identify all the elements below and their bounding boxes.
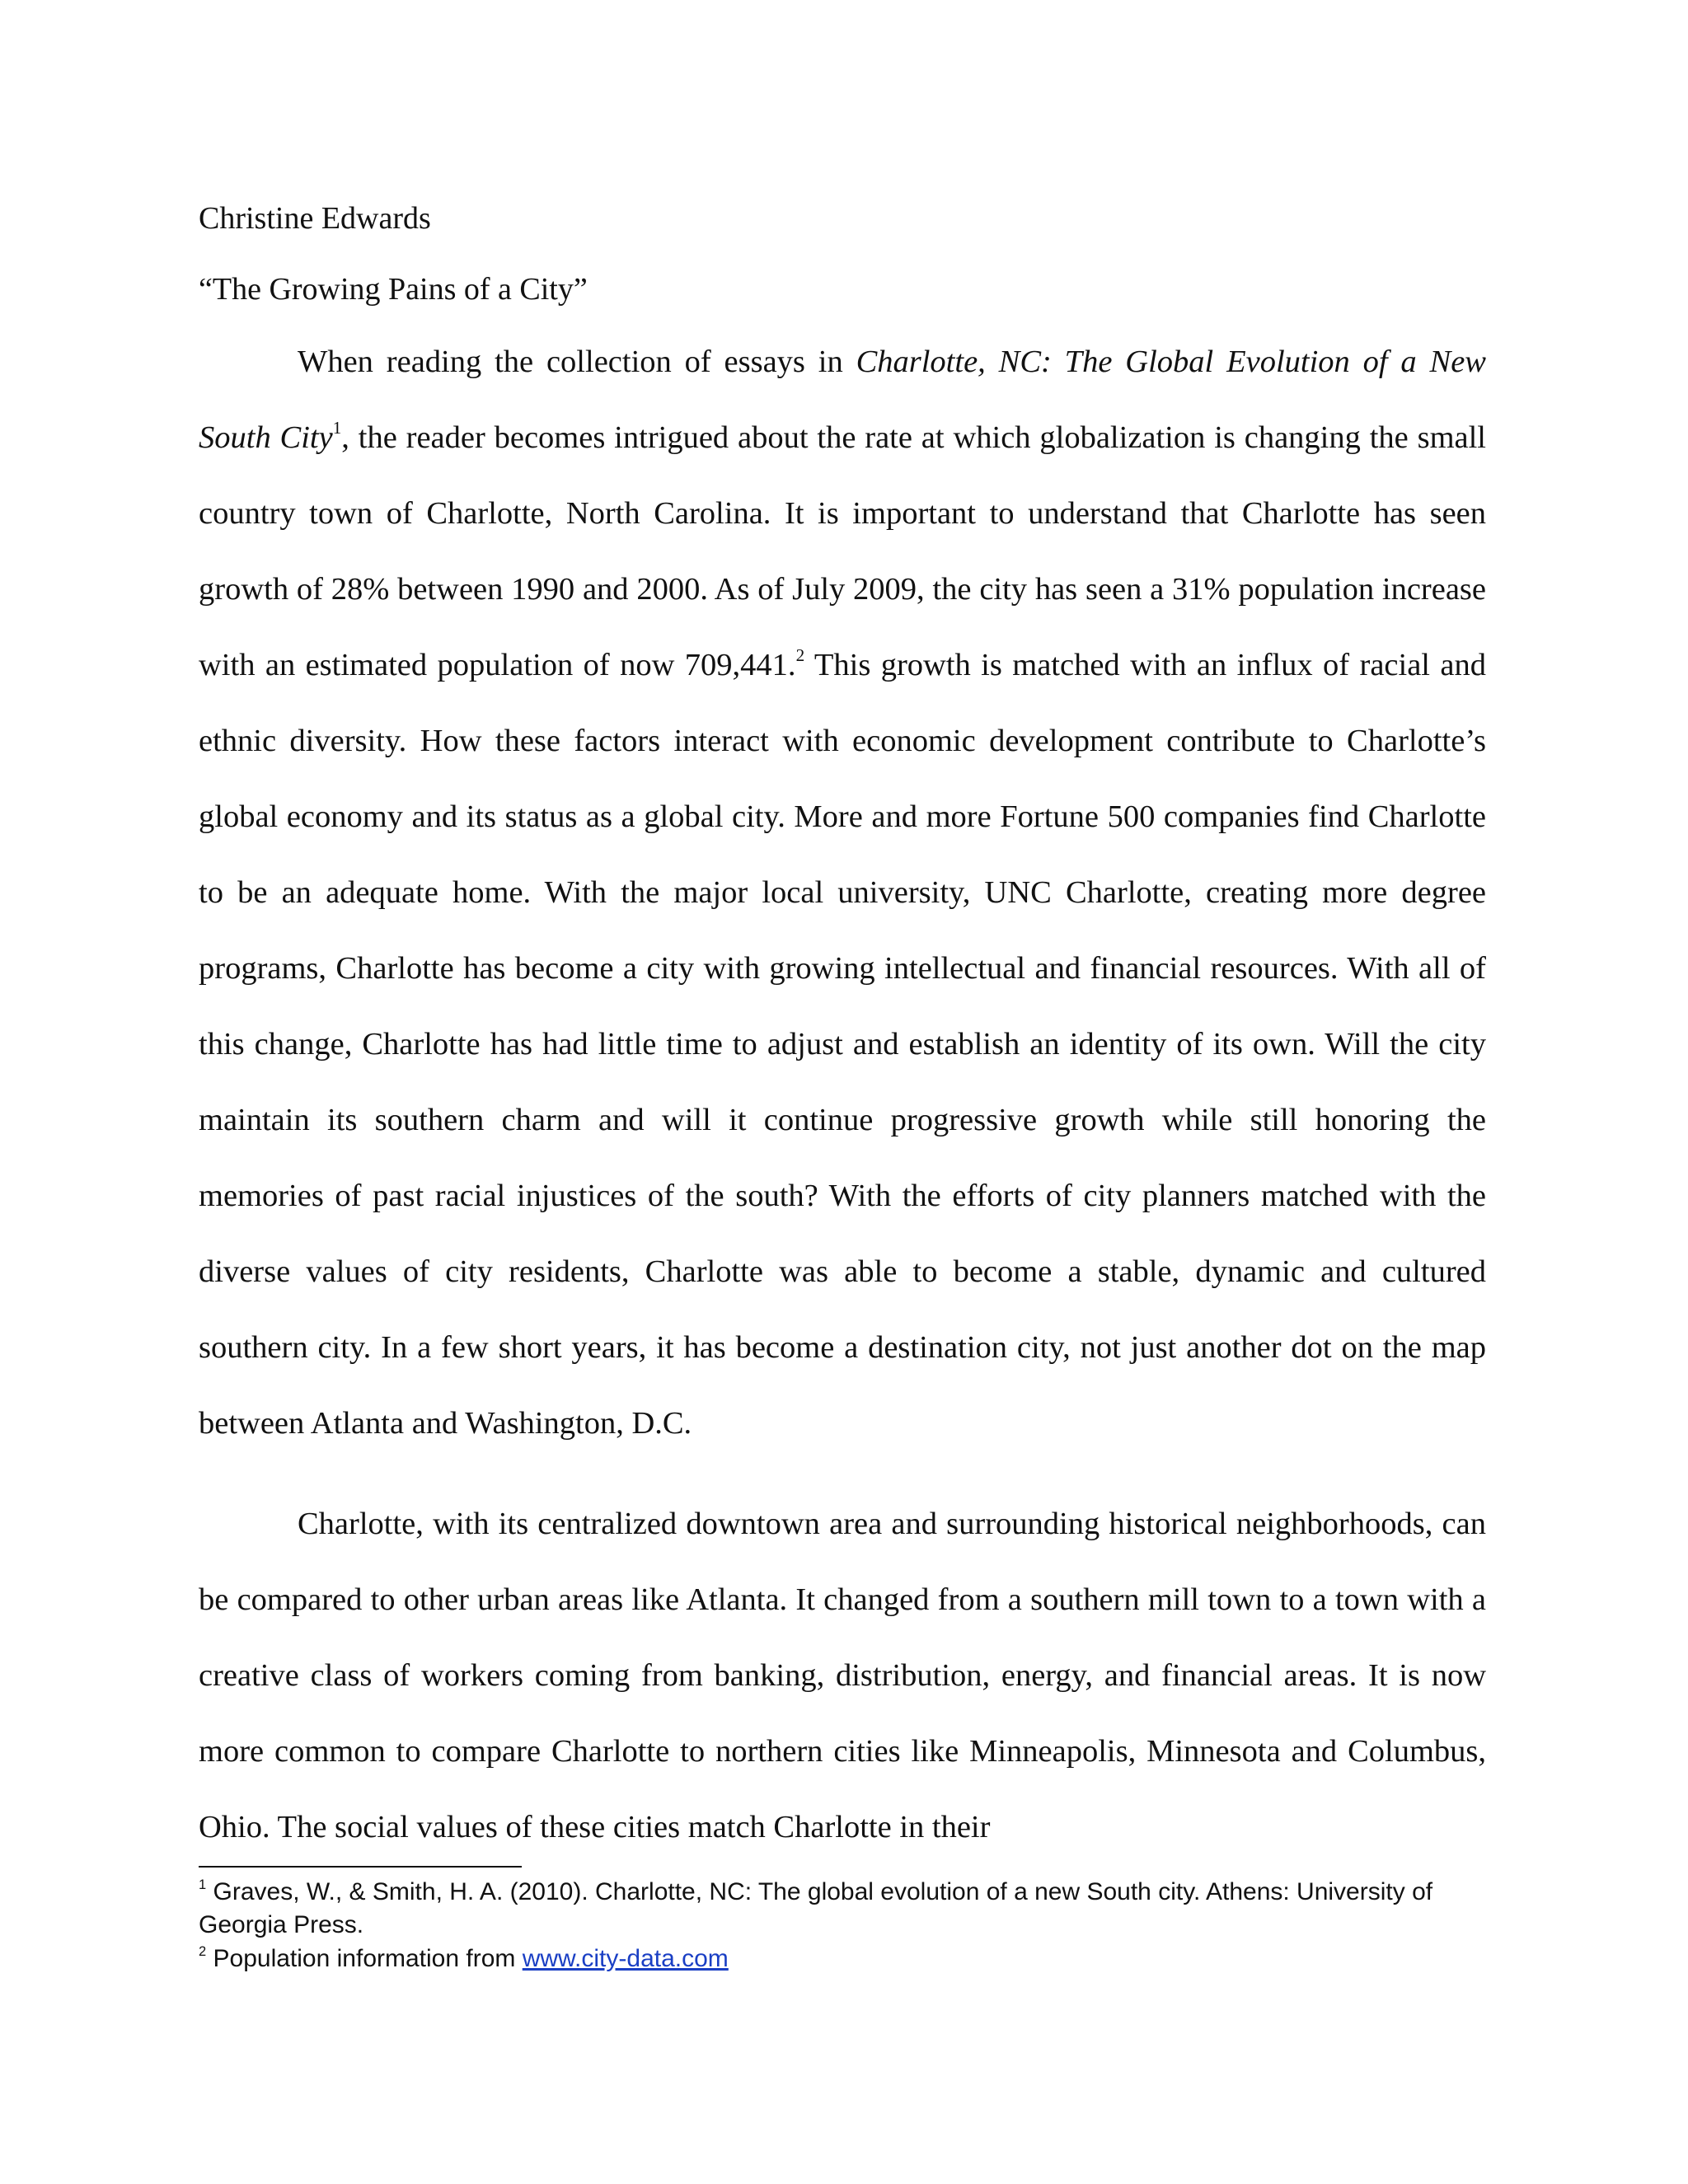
paragraph-1 [199, 324, 1486, 1461]
footnote-2-text: Population information from [206, 1945, 523, 1972]
paragraph-1-text-a: , the reader becomes intrigued about the rate at which globalization is changing the small country town of Charlotte, North Carolina. It is important to understand that Charlotte has seen growth of 28% between 1990 and 2000. As of July 2009, the city has seen a 31% population increase with an estimated population of now 709,441. [199, 420, 1486, 682]
footnote-1-marker: 1 [199, 1877, 207, 1892]
footnote-2 [199, 1943, 1493, 1975]
book-title: Charlotte, NC: The Global Evolution of a New South City [199, 344, 1486, 455]
footnote-1-text: Graves, W., & Smith, H. A. (2010). Charlotte, NC: The global evolution of a new South city. Athens: University of Georgia Press. [199, 1878, 1433, 1938]
footnote-2-marker: 2 [199, 1943, 207, 1959]
city-data-link[interactable]: www.city-data.com [522, 1945, 729, 1972]
author-name: Christine Edwards [199, 201, 431, 236]
paragraph-2: Charlotte, with its centralized downtown area and surrounding historical neighborhoods, can be compared to other urban areas like Atlanta. It changed from a southern mill town to a town with a creative class of workers coming from banking, distribution, energy, and financial areas. It is now more common to compare Charlotte to northern cities like Minneapolis, Minnesota and Columbus, Ohio. The social values of these cities match Charlotte in their [199, 1507, 1486, 1844]
footnote-ref-1[interactable]: 1 [332, 418, 342, 438]
paragraph-1-text-b: This growth is matched with an influx of racial and ethnic diversity. How these factors interact with economic development contribute to Charlotte’s global economy and its status as a global city. More and more Fortune 500 companies find Charlotte to be an adequate home. With the major local university, UNC Charlotte, creating more degree programs, Charlotte has become a city with growing intellectual and financial resources. With all of this change, Charlotte has had little time to adjust and establish an identity of its own. Will the city maintain its southern charm and will it continue progressive growth while still honoring the memories of past racial injustices of the south? With the efforts of city planners matched with the diverse values of city residents, Charlotte was able to become a stable, dynamic and cultured southern city. In a few short years, it has become a destination city, not just another dot on the map between Atlanta and Washington, D.C. [199, 648, 1486, 1441]
footnote-1 [199, 1876, 1493, 1942]
footnote-ref-2[interactable]: 2 [795, 645, 805, 666]
paragraph-1-lead: When reading the collection of essays in [298, 344, 856, 379]
footnote-separator [199, 1866, 522, 1868]
essay-title: “The Growing Pains of a City” [199, 272, 588, 307]
